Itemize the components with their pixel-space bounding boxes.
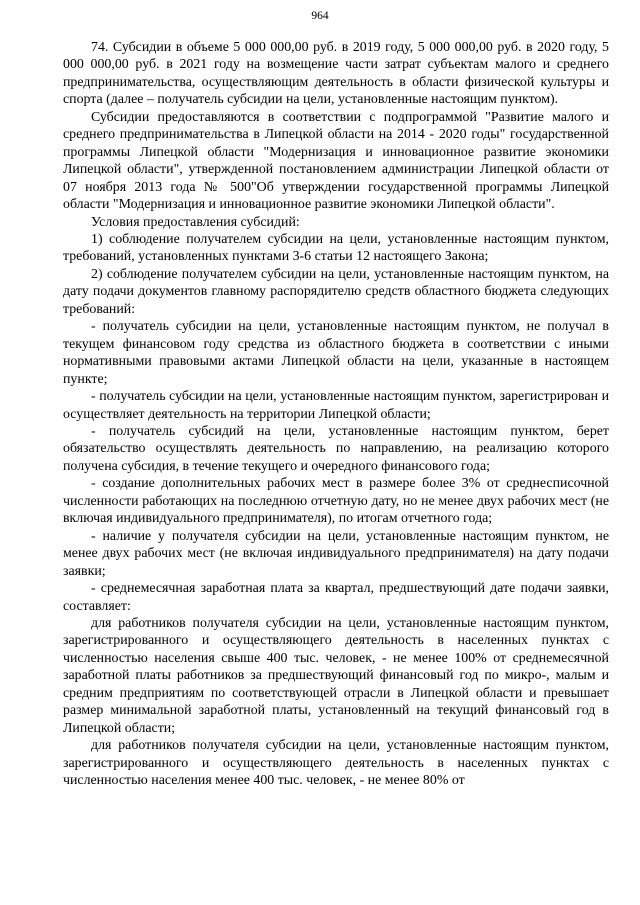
- paragraph-condition-2: 2) соблюдение получателем субсидии на цели, установленные настоящим пунктом, на дату подачи документов главному распорядителю средств областного бюджета следующих требований:: [63, 266, 609, 317]
- paragraph-requirement-salary: - среднемесячная заработная плата за квартал, предшествующий дате подачи заявки, составляет:: [63, 581, 609, 614]
- paragraph-requirement-two-jobs: - наличие у получателя субсидии на цели, установленные настоящим пунктом, не менее двух рабочих мест (не включая индивидуального предпринимателя) на дату подачи заявки;: [63, 528, 609, 579]
- page-number: 964: [311, 10, 329, 22]
- paragraph-salary-over-400k: для работников получателя субсидии на цели, установленные настоящим пунктом, зарегистрированного и осуществляющего деятельность в населенных пунктах с численностью населения свыше 400 тыс. человек, - не менее 100% от среднемесячной заработной платы работников за предшествующий финансовый год по микро-, малым и средним предприятиям по соответствующей отрасли в Липецкой области и превышает размер минимальной заработной платы, установленный на текущий финансовый год в Липецкой области;: [63, 615, 609, 736]
- paragraph-condition-1: 1) соблюдение получателем субсидии на цели, установленные настоящим пунктом, требований, установленных пунктами 3-6 статьи 12 настоящего Закона;: [63, 231, 609, 265]
- paragraph-salary-under-400k: для работников получателя субсидии на цели, установленные настоящим пунктом, зарегистрированного и осуществляющего деятельность в населенных пунктах с численностью населения менее 400 тыс. человек, - не менее 80% от: [63, 738, 609, 789]
- paragraph-requirement-no-other-funds: - получатель субсидии на цели, установленные настоящим пунктом, не получал в текущем финансовом году средства из областного бюджета в соответствии с иными нормативными правовыми актами Липецкой области на цели, указанные в настоящем пункте;: [63, 319, 609, 387]
- document-body: [63, 39, 609, 789]
- paragraph-conditions-heading: Условия предоставления субсидий:: [91, 214, 300, 230]
- paragraph-subprogram-basis: Субсидии предоставляются в соответствии с подпрограммой "Развитие малого и среднего предпринимательства в Липецкой области на 2014 - 2020 годы" государственной программы Липецкой области "Модернизация и инновационное развитие экономики Липецкой области", утвержденной постановлением администрации Липецкой области от 07 ноября 2013 года № 500"Об утверждении государственной программы Липецкой области "Модернизация и инновационное развитие экономики Липецкой области".: [63, 109, 609, 213]
- paragraph-requirement-new-jobs: - создание дополнительных рабочих мест в размере более 3% от среднесписочной численности работающих на последнюю отчетную дату, но не менее двух рабочих мест (не включая индивидуального предпринимателя), по итогам отчетного года;: [63, 476, 609, 527]
- paragraph-requirement-obligation: - получатель субсидий на цели, установленные настоящим пунктом, берет обязательство осуществлять деятельность по направлению, на реализацию которого получена субсидия, в течение текущего и очередного финансового года;: [63, 423, 609, 474]
- paragraph-requirement-registered: - получатель субсидии на цели, установленные настоящим пунктом, зарегистрирован и осуществляет деятельность на территории Липецкой области;: [63, 389, 609, 422]
- paragraph-item-74: 74. Субсидии в объеме 5 000 000,00 руб. в 2019 году, 5 000 000,00 руб. в 2020 году, 5 000 000,00 руб. в 2021 году на возмещение части затрат субъектам малого и среднего предпринимательства, осуществляющим деятельность в области физической культуры и спорта (далее – получатель субсидии на цели, установленные настоящим пунктом).: [63, 40, 609, 108]
